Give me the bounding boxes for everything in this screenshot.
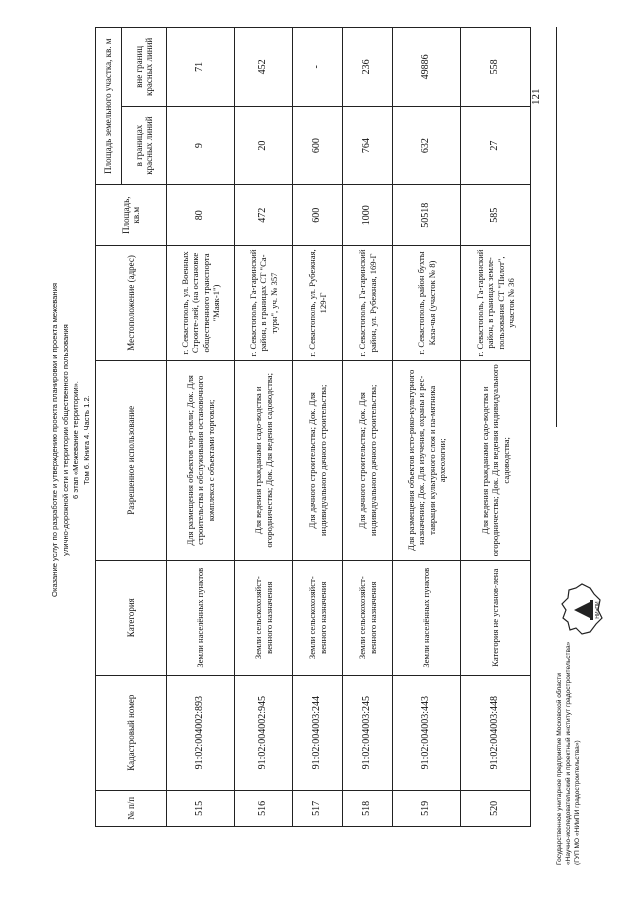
cell-num: 515 bbox=[167, 790, 235, 826]
cell-category: Категория не установ-лена bbox=[461, 560, 531, 675]
cell-cadastral: 91:02:004003:244 bbox=[293, 675, 343, 790]
cell-num: 519 bbox=[393, 790, 461, 826]
header-within: в границах красных линий bbox=[122, 106, 167, 185]
logo-text: НИиПИ bbox=[595, 601, 601, 619]
cell-usage: Для дачного строительства; Док. Для индивидуального дачного строительства; bbox=[343, 360, 393, 560]
table-row bbox=[167, 28, 235, 827]
page-number: 121 bbox=[530, 88, 542, 105]
cell-within: 600 bbox=[293, 106, 343, 185]
header-outside: вне границ красных линий bbox=[122, 28, 167, 107]
cell-location: г. Севастополь, район бухты Каза-чья (участок № 8) bbox=[393, 245, 461, 360]
header-area: Площадь, кв.м bbox=[96, 185, 167, 246]
header-category: Категория bbox=[96, 560, 167, 675]
header-usage: Разрешенное использование bbox=[96, 360, 167, 560]
table-row bbox=[393, 28, 461, 827]
cell-area: 80 bbox=[167, 185, 235, 246]
cell-usage: Для размещения объектов тор-говли; Док. Для строительства и обслуживания остановочного комплекса с объектами торговли; bbox=[167, 360, 235, 560]
cell-outside: 71 bbox=[167, 28, 235, 107]
table-row bbox=[293, 28, 343, 827]
cell-num: 517 bbox=[293, 790, 343, 826]
cell-num: 520 bbox=[461, 790, 531, 826]
cell-area: 585 bbox=[461, 185, 531, 246]
land-plots-table bbox=[95, 27, 531, 827]
cell-category: Земли населённых пунктов bbox=[393, 560, 461, 675]
cell-area: 1000 bbox=[343, 185, 393, 246]
cell-category: Земли населённых пунктов bbox=[167, 560, 235, 675]
header-location: Местоположение (адрес) bbox=[96, 245, 167, 360]
cell-num: 518 bbox=[343, 790, 393, 826]
cell-cadastral: 91:02:004002:893 bbox=[167, 675, 235, 790]
cell-outside: - bbox=[293, 28, 343, 107]
cell-category: Земли сельскохозяйст-венного назначения bbox=[343, 560, 393, 675]
cell-location: г. Севастополь, Га-гаринский район, в границах земле-пользования СТ "Пилот", участок № 36 bbox=[461, 245, 531, 360]
document-footer bbox=[555, 435, 582, 865]
cell-location: г. Севастополь, Га-гаринский район, в границах СТ "Са-турн", уч. № 357 bbox=[235, 245, 293, 360]
moscow-region-emblem-icon bbox=[560, 580, 604, 640]
header-num: № п/п bbox=[96, 790, 167, 826]
cell-within: 9 bbox=[167, 106, 235, 185]
cell-cadastral: 91:02:004003:245 bbox=[343, 675, 393, 790]
cell-within: 27 bbox=[461, 106, 531, 185]
cell-within: 764 bbox=[343, 106, 393, 185]
table-row bbox=[343, 28, 393, 827]
cell-cadastral: 91:02:004002:945 bbox=[235, 675, 293, 790]
cell-location: г. Севастополь, ул. Рубежная, 129-Г bbox=[293, 245, 343, 360]
cell-outside: 49886 bbox=[393, 28, 461, 107]
table-row bbox=[235, 28, 293, 827]
cell-category: Земли сельскохозяйст-венного назначения bbox=[293, 560, 343, 675]
table-row bbox=[461, 28, 531, 827]
cell-within: 20 bbox=[235, 106, 293, 185]
footer-line: (ГУП МО «НИиПИ градостроительства») bbox=[574, 740, 581, 865]
header-cadastral: Кадастровый номер bbox=[96, 675, 167, 790]
cell-area: 50518 bbox=[393, 185, 461, 246]
header-line: 6 этап «Межевание территории». bbox=[71, 381, 80, 499]
cell-location: г. Севастополь, Га-гаринский район, ул. Рубежная, 169-Г bbox=[343, 245, 393, 360]
cell-usage: Для ведения гражданами садо-водства и огородничества; Док. Для ведения индивидуального садоводства; bbox=[461, 360, 531, 560]
cell-area: 600 bbox=[293, 185, 343, 246]
cell-cadastral: 91:02:004003:443 bbox=[393, 675, 461, 790]
cell-outside: 236 bbox=[343, 28, 393, 107]
footer-line: «Научно-исследовательский и проектный институт градостроительства» bbox=[565, 641, 572, 865]
cell-area: 472 bbox=[235, 185, 293, 246]
footer-divider bbox=[556, 27, 557, 427]
cell-outside: 452 bbox=[235, 28, 293, 107]
cell-cadastral: 91:02:004003:448 bbox=[461, 675, 531, 790]
cell-category: Земли сельскохозяйст-венного назначения bbox=[235, 560, 293, 675]
cell-num: 516 bbox=[235, 790, 293, 826]
footer-line: Государственное унитарное предприятие Московской области bbox=[556, 673, 563, 865]
cell-outside: 558 bbox=[461, 28, 531, 107]
header-line: Том 6. Книга 4. Часть 1.2. bbox=[81, 395, 91, 485]
cell-usage: Для размещения объектов исто-рико-культурного назначения; Док. Для изучения, охраны и рес-таврации культурного слоя и па-мятника археологии; bbox=[393, 360, 461, 560]
cell-location: г. Севастополь, ул. Военных Строите-лей, (на остановке общественного транспорта "Маяк-1") bbox=[167, 245, 235, 360]
cell-usage: Для дачного строительства; Док. Для индивидуального дачного строительства; bbox=[293, 360, 343, 560]
cell-usage: Для ведения гражданами садо-водства и огородничества; Док. Для ведения садоводства; bbox=[235, 360, 293, 560]
cell-within: 632 bbox=[393, 106, 461, 185]
document-header bbox=[50, 225, 92, 655]
header-line: улично-дорожной сети и территории общественного пользования bbox=[60, 324, 70, 556]
header-line: Оказание услуг по разработке и утверждению проекта планировки и проекта межевания bbox=[50, 283, 59, 597]
header-plot-area: Площадь земельного участка, кв. м bbox=[96, 28, 122, 185]
